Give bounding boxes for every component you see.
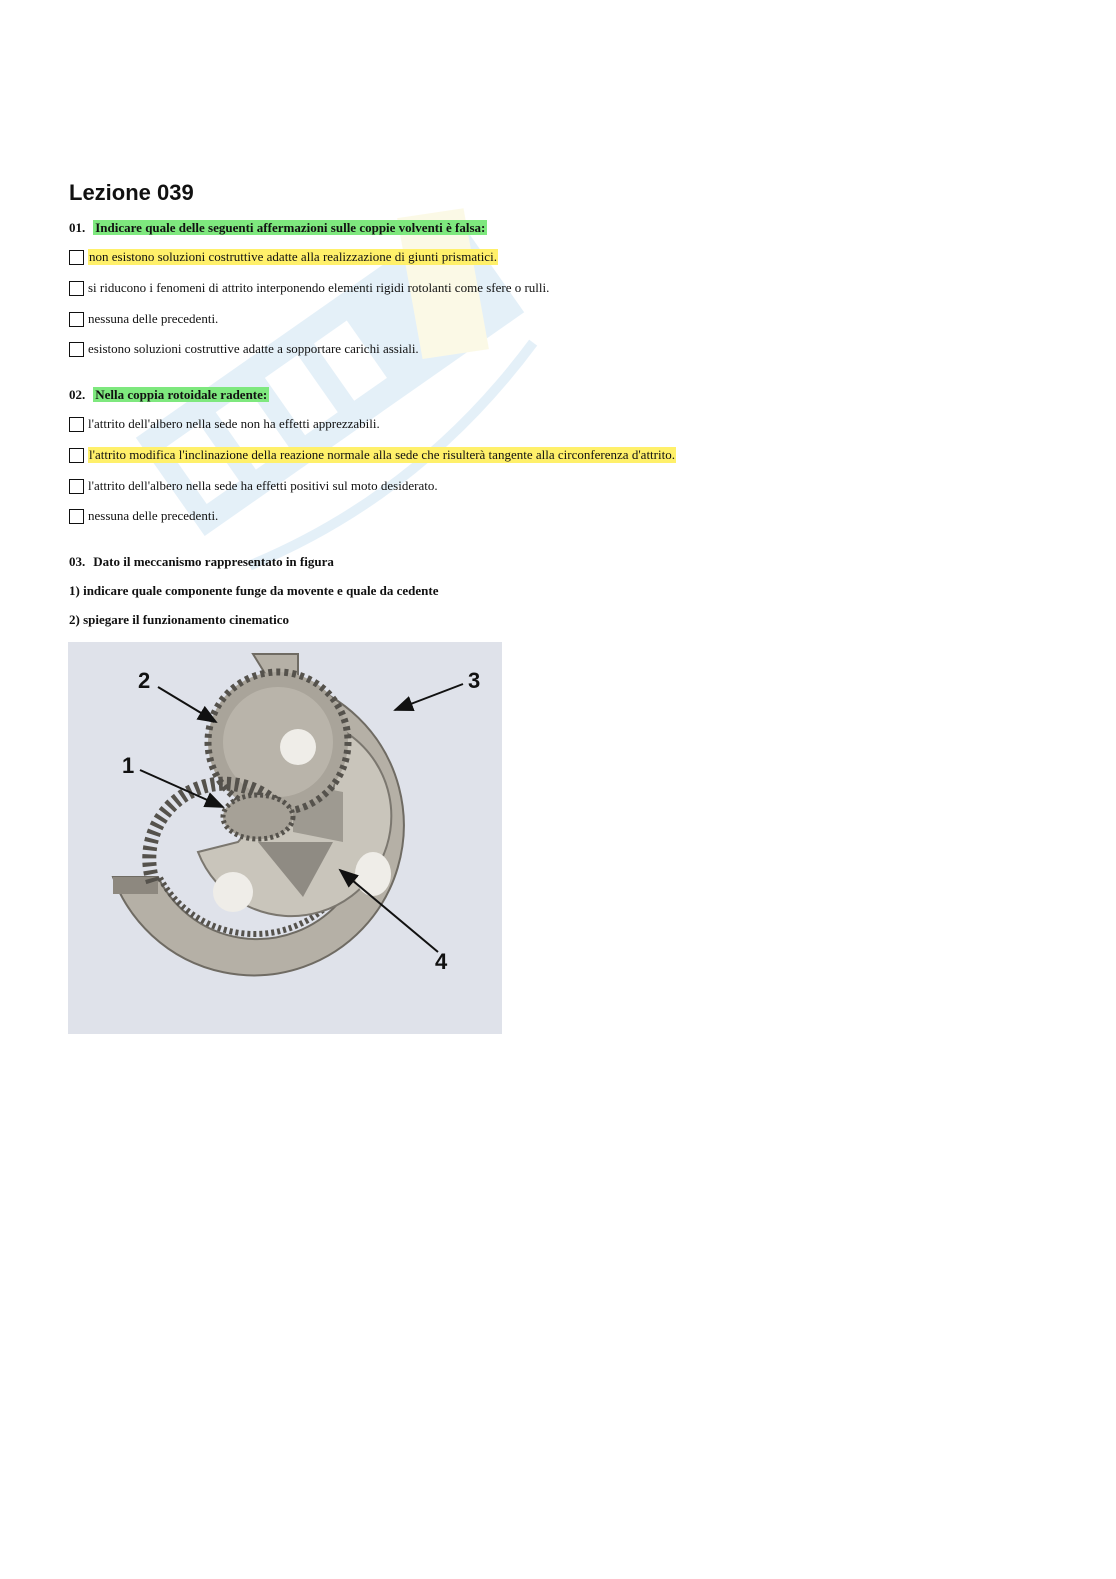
question-2 bbox=[69, 387, 269, 403]
answer-label: l'attrito dell'albero nella sede non ha effetti apprezzabili. bbox=[88, 416, 380, 431]
question-text: Indicare quale delle seguenti affermazioni sulle coppie volventi è falsa: bbox=[95, 220, 486, 235]
answer-label: esistono soluzioni costruttive adatte a sopportare carichi assiali. bbox=[88, 341, 419, 356]
answer-label: non esistono soluzioni costruttive adatte alla realizzazione di giunti prismatici. bbox=[89, 249, 497, 264]
page-title: Lezione 039 bbox=[69, 180, 194, 205]
answer-label: nessuna delle precedenti. bbox=[88, 508, 219, 523]
answer-label: si riducono i fenomeni di attrito interponendo elementi rigidi rotolanti come sfere o rulli. bbox=[88, 280, 550, 295]
question-number: 02. bbox=[69, 387, 86, 402]
answer-checkbox[interactable] bbox=[69, 312, 84, 327]
question-subline: 1) indicare quale componente funge da movente e quale da cedente bbox=[69, 583, 439, 598]
figure-label-1: 1 bbox=[122, 753, 135, 778]
answer-checkbox[interactable] bbox=[69, 250, 84, 265]
figure-label-4: 4 bbox=[435, 949, 448, 974]
answer-checkbox[interactable] bbox=[69, 448, 84, 463]
answer-option bbox=[69, 447, 676, 463]
answer-option bbox=[69, 311, 218, 327]
answer-label: nessuna delle precedenti. bbox=[88, 311, 219, 326]
answer-checkbox[interactable] bbox=[69, 417, 84, 432]
answer-option bbox=[69, 341, 419, 357]
planet-gear-upper bbox=[208, 672, 348, 812]
answer-option bbox=[69, 249, 498, 265]
mechanism-figure bbox=[68, 642, 502, 1034]
question-text: Nella coppia rotoidale radente: bbox=[95, 387, 268, 402]
sun-gear bbox=[223, 795, 293, 839]
question-subline: 2) spiegare il funzionamento cinematico bbox=[69, 612, 290, 627]
question-number: 03. bbox=[69, 554, 86, 569]
question-3 bbox=[69, 554, 334, 570]
figure-label-3: 3 bbox=[468, 668, 481, 693]
answer-option bbox=[69, 478, 438, 494]
answer-checkbox[interactable] bbox=[69, 281, 84, 296]
answer-label: l'attrito dell'albero nella sede ha effetti positivi sul moto desiderato. bbox=[88, 478, 438, 493]
answer-checkbox[interactable] bbox=[69, 479, 84, 494]
answer-option bbox=[69, 280, 549, 296]
answer-checkbox[interactable] bbox=[69, 342, 84, 357]
answer-checkbox[interactable] bbox=[69, 509, 84, 524]
answer-label: l'attrito modifica l'inclinazione della reazione normale alla sede che risulterà tangente alla circonferenza d'attrito. bbox=[89, 447, 675, 462]
figure-label-2: 2 bbox=[138, 668, 151, 693]
question-text: Dato il meccanismo rappresentato in figura bbox=[93, 554, 334, 569]
question-number: 01. bbox=[69, 220, 86, 235]
answer-option bbox=[69, 508, 218, 524]
answer-option bbox=[69, 416, 380, 432]
question-1 bbox=[69, 220, 487, 236]
gear-mechanism-illustration bbox=[68, 642, 502, 1034]
